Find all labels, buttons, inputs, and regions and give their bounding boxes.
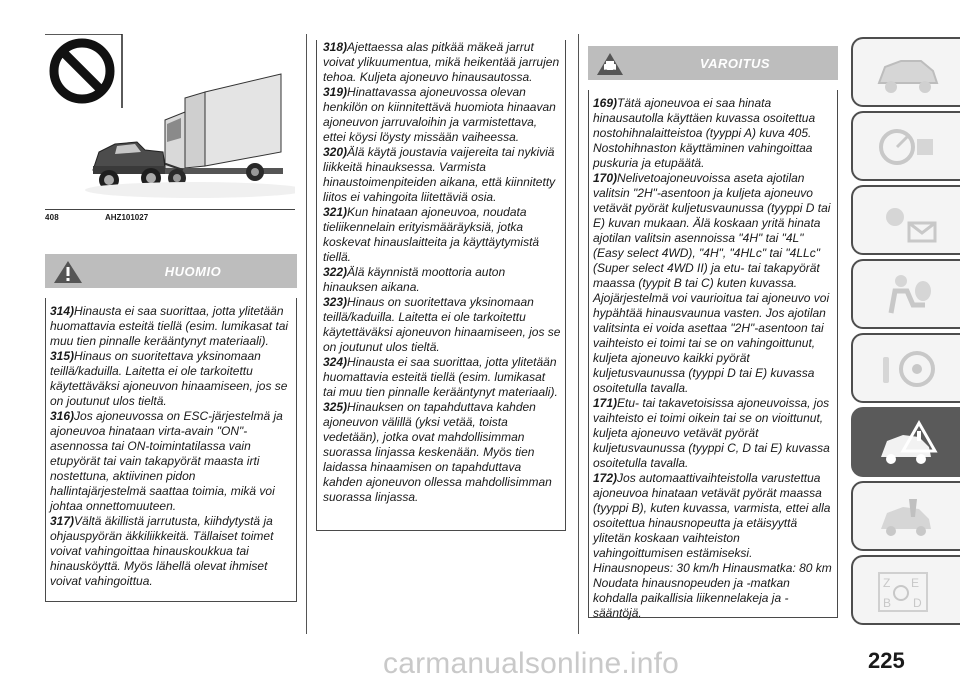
notice-item: 323)Hinaus on suoritettava yksinomaan teillä/kaduilla. Laitetta ei ole tarkoitettu käytettäväksi ajoneuvon hinaamiseen, jos se on joutunut ulos tieltä. — [323, 295, 561, 354]
tab-instruments[interactable] — [851, 111, 960, 181]
car-crash-icon — [873, 417, 943, 469]
steering-wheel-icon — [873, 343, 943, 395]
tab-safety[interactable] — [851, 259, 960, 329]
warning-item: 170)Nelivetoajoneuvoissa aseta ajotilan valitsin "2H"-asentoon ja kuljeta ajoneuvo vetävät pyörät kuljetusvaunussa (tyyppi D tai E) kuvan mukaan. Älä koskaan yritä hinata ajotilan valitsin asennoissa "4H" tai "4L" (Easy select 4WD), "4H", "4HLc" tai "4LLc" (Super select 4WD II) ja etu- tai takapyörät maassa (tyypit B tai C) kuten kuvassa. Ajojärjestelmä voi vaurioitua tai ajoneuvo voi hypähtää hinausvaunua vasten. Jos ajotilan valitsinta ei voida asettaa "2H"-asentoon tai vaihteisto ei toimi tai se on vahingoittunut, kuljeta ajoneuvo kaikki pyörät kuljetusvaunussa (tyyppi D tai E) kuvassa osoitetulla tavalla. — [593, 171, 831, 395]
notice-item: 319)Hinattavassa ajoneuvossa olevan henkilön on kiinnitettävä huomiota hinaavan ajoneuvon jarruvaloihin ja varmistettava, ettei köysi löysty missään vaiheessa. — [323, 85, 556, 144]
notice-item: 320)Älä käytä joustavia vaijereita tai nykiviä liikkeitä hinauksessa. Varmista hinaustoimenpiteiden aikana, että kiinnitetty liitos ei vahingoita liitettäviä osia. — [323, 145, 556, 204]
svg-text:E: E — [911, 576, 920, 590]
notice-title: HUOMIO — [164, 263, 222, 279]
warning-tail: Hinausnopeus: 30 km/h Hinausmatka: 80 km Noudata hinausnopeuden ja -matkan kohdalla paikallisia liikennelakeja ja -sääntöjä. — [593, 561, 832, 620]
notice-item: 317)Vältä äkillistä jarrutusta, kiihdytystä ja ohjauspyörän äkkiliikkeitä. Tällaiset toimet voivat vahingoittaa hinauskoukkua tai hinausköyttä. Myös lähellä olevat ihmiset voivat vahingoittua. — [50, 514, 274, 588]
notice-item: 318)Ajettaessa alas pitkää mäkeä jarrut voivat ylikuumentua, mikä heikentää jarrujen tehoa. Kuljeta ajoneuvo hinausautossa. — [323, 40, 560, 84]
svg-text:Z: Z — [883, 576, 891, 590]
figure-number: 408 — [45, 213, 59, 222]
notice-item: 315)Hinaus on suoritettava yksinomaan teillä/kaduilla. Laitetta ei ole tarkoitettu käytettäväksi ajoneuvon hinaamiseen, jos se on joutunut ulos tieltä. — [50, 349, 288, 408]
towing-truck-picture — [45, 34, 295, 210]
warning-banner — [588, 46, 838, 80]
towing-illustration — [45, 34, 295, 210]
notice-item: 324)Hinausta ei saa suorittaa, jotta ylitetään huomattavia esteitä tiellä (esim. lumikasat tai muu tien pinnalle kerääntynyt materiaali). — [323, 355, 558, 399]
prohibition-icon — [45, 34, 122, 108]
watermark: carmanualsonline.info — [383, 647, 680, 680]
column-separator — [578, 34, 579, 634]
page-number: 225 — [868, 648, 905, 673]
technical-data-icon — [873, 565, 943, 617]
notice-box — [45, 298, 297, 602]
figure-code: AHZ101027 — [105, 213, 149, 222]
notice-banner — [45, 254, 297, 288]
tab-driving[interactable] — [851, 333, 960, 403]
tab-lights[interactable] — [851, 185, 960, 255]
notice-item: 314)Hinausta ei saa suorittaa, jotta ylitetään huomattavia esteitä tiellä (esim. lumikasat tai muu tien pinnalle kerääntynyt materiaali). — [50, 304, 289, 348]
tab-dashboard[interactable] — [851, 37, 960, 107]
notice-item: 325)Hinauksen on tapahduttava kahden ajoneuvon välillä (yksi vetää, toista vedetään), jotka ovat mahdollisimman suorassa linjassa keskenään. Myös tien laidassa hinaamisen on tapahduttava kahden ajoneuvon ollessa mahdollisimman suorassa linjassa. — [323, 400, 552, 504]
svg-text:D: D — [913, 596, 922, 610]
warning-box — [588, 90, 838, 618]
car-hazard-icon — [595, 51, 625, 77]
car-dashboard-icon — [873, 47, 943, 99]
caution-triangle-icon — [52, 259, 84, 285]
notice-item: 321)Kun hinataan ajoneuvoa, noudata tieliikennelain erityismääräyksiä, jotka koskevat hinauslaitteita ja käyttäytymistä tiellä. — [323, 205, 540, 264]
car-service-icon — [873, 491, 943, 543]
notice-item: 316)Jos ajoneuvossa on ESC-järjestelmä ja ajoneuvoa hinataan virta-avain "ON"-asennossa tai ON-toimintatilassa vain etupyörät tai vain takapyörät maasta irti nostettuna, aktiivinen pidon hallintajärjestelmä saattaa toimia, mikä voi johtaa onnettomuuteen. — [50, 409, 283, 513]
warning-item: 171)Etu- tai takavetoisissa ajoneuvoissa, jos vaihteisto ei toimi oikein tai se on vioittunut, kuljeta ajoneuvo vetävät pyörät kuljetusvaunussa (tyyppi C, D tai E) kuvassa osoitetulla tavalla. — [593, 396, 830, 470]
tab-maintenance[interactable] — [851, 481, 960, 551]
light-envelope-icon — [873, 195, 943, 247]
airbag-icon — [873, 269, 943, 321]
gauge-icon — [873, 121, 943, 173]
warning-title: VAROITUS — [699, 55, 771, 71]
figure-rule — [45, 209, 295, 210]
svg-text:B: B — [883, 596, 892, 610]
warning-item: 169)Tätä ajoneuvoa ei saa hinata hinausautolla käyttäen kuvassa osoitettua nostohihnalaitteistoa (tyyppi A) kuva 405. Nostohihnaston käyttäminen vahingoittaa puskuria ja etupäätä. — [593, 96, 816, 170]
notice-continued-box — [316, 40, 566, 531]
tab-technical[interactable] — [851, 555, 960, 625]
notice-item: 322)Älä käynnistä moottoria auton hinauksen aikana. — [323, 265, 506, 294]
warning-item: 172)Jos automaattivaihteistolla varustettua ajoneuvoa hinataan vetävät pyörät maassa (tyyppi B), kuten kuvassa, varmista, ettei alla osoitettua hinausnopeutta ja etäisyyttä ylitetän koskaan vaihteiston vahingoittumisen estämiseksi. — [593, 471, 831, 560]
column-separator — [306, 34, 307, 634]
tab-emergency[interactable] — [851, 407, 960, 477]
